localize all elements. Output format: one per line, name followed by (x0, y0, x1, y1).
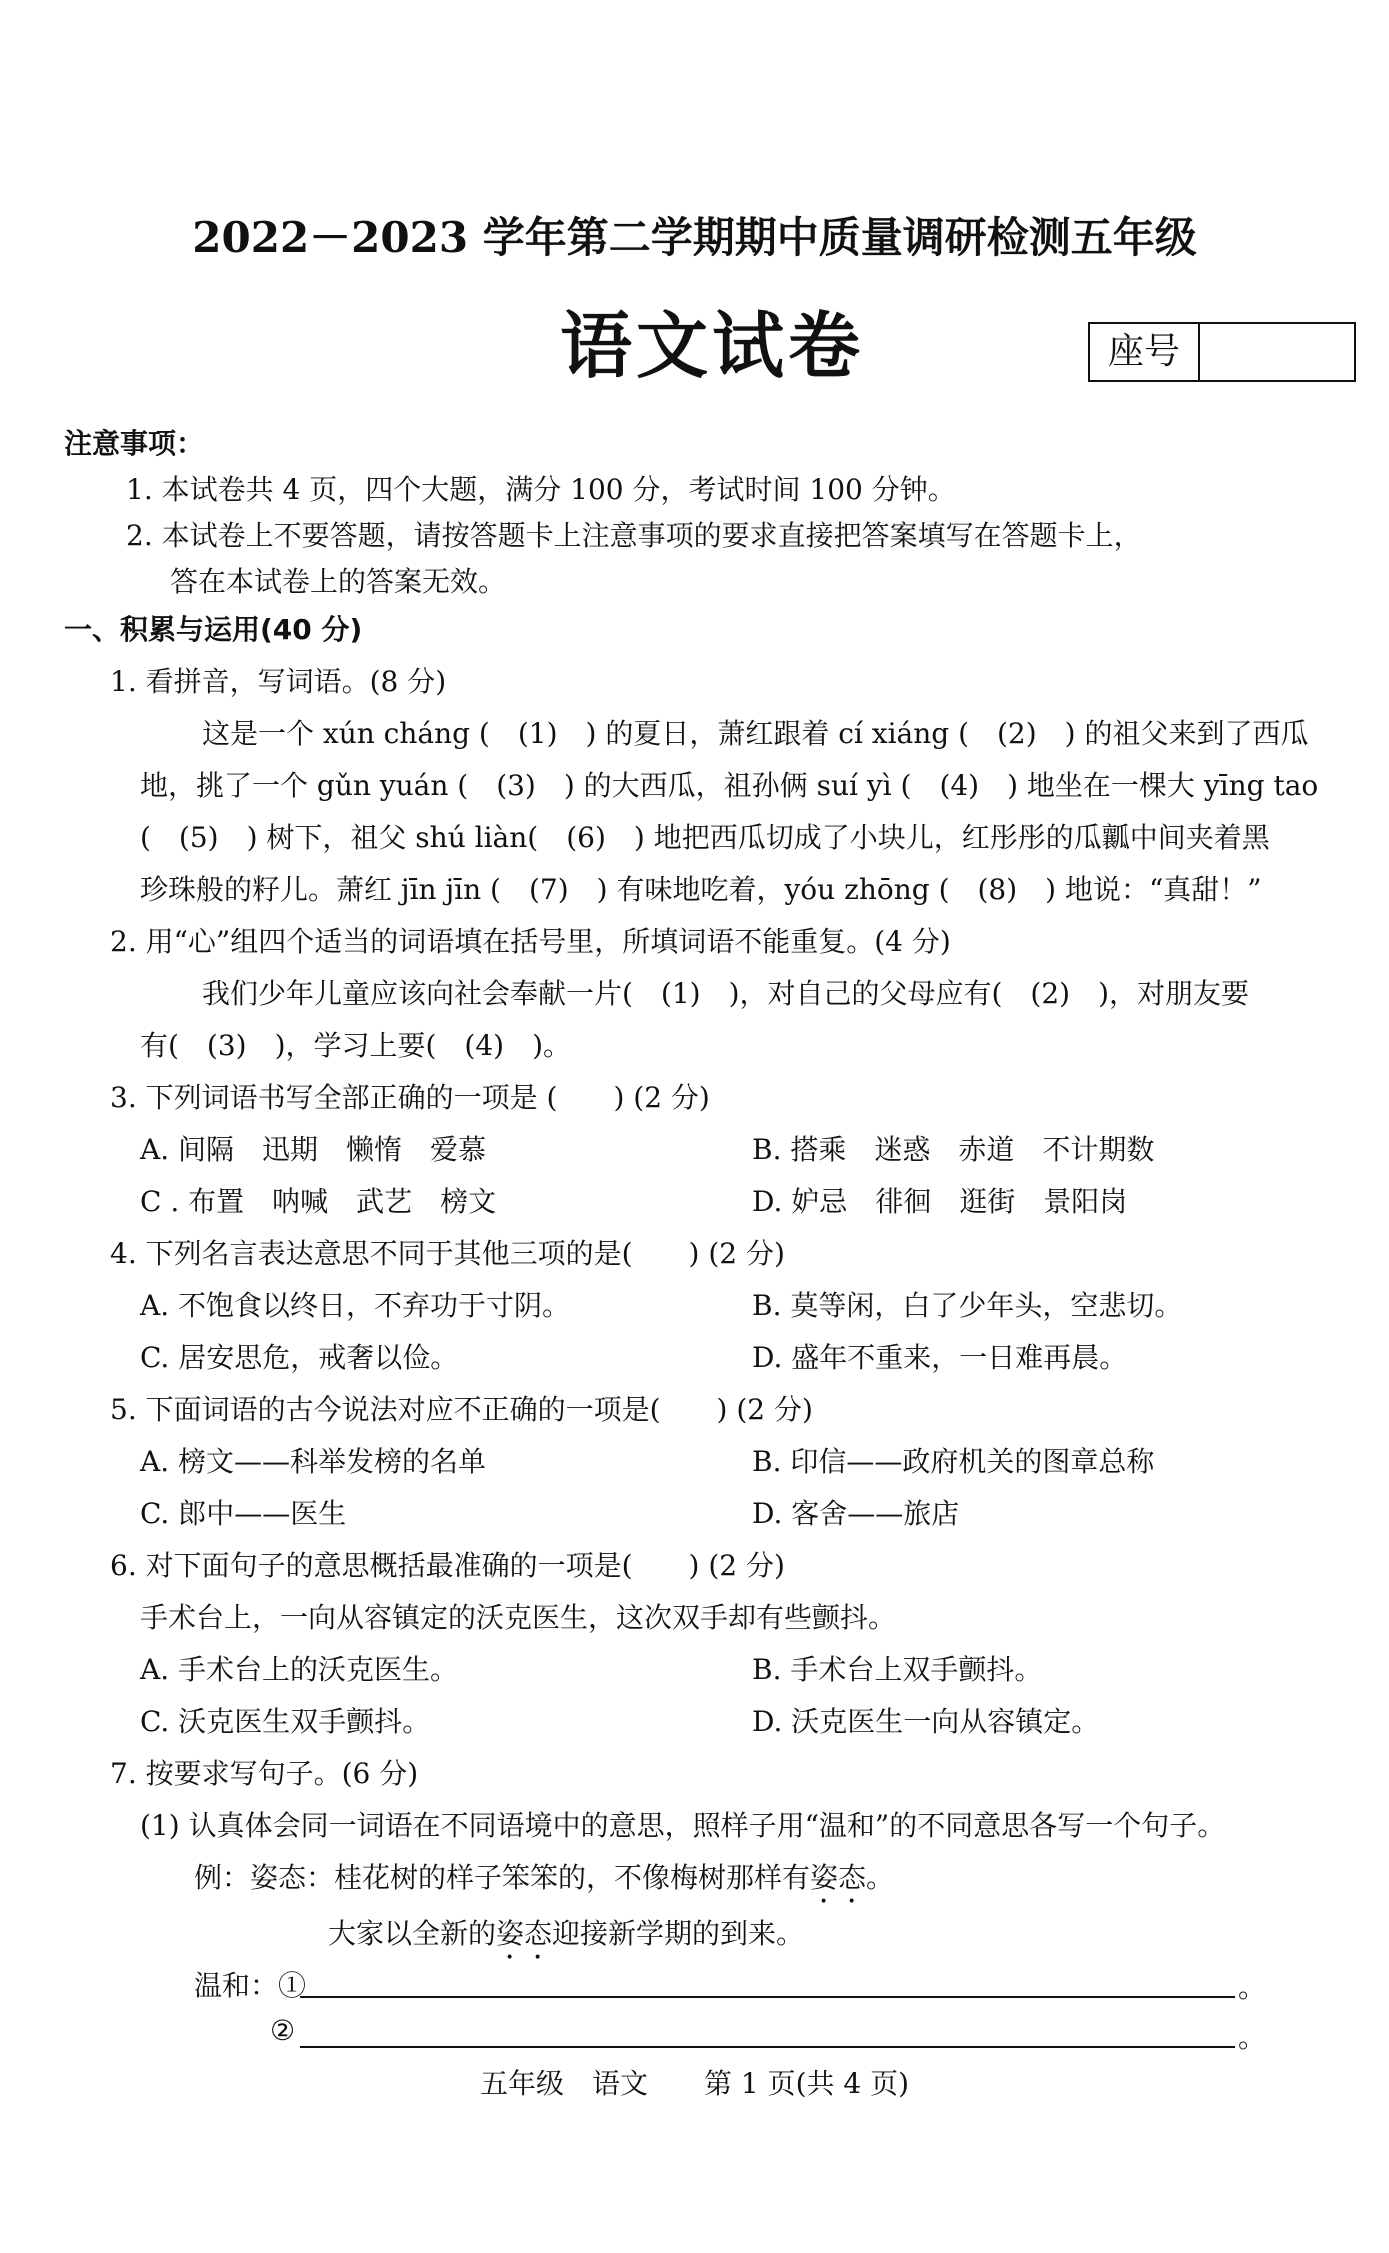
q7-example-1-word: 姿态 (810, 1861, 867, 1894)
q5-option-d: D. 客舍——旅店 (752, 1497, 960, 1530)
q4-option-b: B. 莫等闲，白了少年头，空悲切。 (752, 1289, 1183, 1322)
q4-option-d: D. 盛年不重来，一日难再晨。 (752, 1341, 1128, 1374)
q5-option-c: C. 郎中——医生 (140, 1497, 347, 1530)
q7-example-2-text: 大家以全新的 (328, 1917, 497, 1950)
q3-option-a: A. 间隔 迅期 懒惰 爱慕 (140, 1133, 487, 1166)
section-1-heading: 一、积累与运用(40 分) (64, 613, 363, 646)
q5-option-b: B. 印信——政府机关的图章总称 (752, 1445, 1155, 1478)
q2-line-2: 有( (3) )，学习上要( (4) )。 (140, 1029, 572, 1062)
q7-answer-1-period: 。 (1238, 1971, 1267, 2004)
seat-number-box[interactable] (1088, 322, 1356, 382)
q6-option-d: D. 沃克医生一向从容镇定。 (752, 1705, 1100, 1738)
q3-option-c: C . 布置 呐喊 武艺 榜文 (140, 1185, 497, 1218)
q4-stem: 4. 下列名言表达意思不同于其他三项的是( ) (2 分) (110, 1237, 785, 1270)
exam-title: 2022－2023 学年第二学期期中质量调研检测五年级 (192, 213, 1197, 262)
q6-stem: 6. 对下面句子的意思概括最准确的一项是( ) (2 分) (110, 1549, 785, 1582)
q4-option-c: C. 居安思危，戒奢以俭。 (140, 1341, 459, 1374)
seat-number-label: 座号 (1090, 324, 1200, 380)
q6-sentence: 手术台上，一向从容镇定的沃克医生，这次双手却有些颤抖。 (140, 1601, 897, 1634)
q3-option-d: D. 妒忌 徘徊 逛街 景阳岗 (752, 1185, 1128, 1218)
q7-answer-1-line[interactable] (300, 1996, 1235, 1998)
q1-line-2: 地，挑了一个 gǔn yuán ( (3) ) 的大西瓜，祖孙俩 suí yì ( (4) ) 地坐在一棵大 yīng tao (140, 769, 1319, 802)
exam-subtitle: 语文试卷 (560, 303, 865, 388)
q7-stem: 7. 按要求写句子。(6 分) (110, 1757, 419, 1790)
q2-stem: 2. 用“心”组四个适当的词语填在括号里，所填词语不能重复。(4 分) (110, 925, 951, 958)
q5-option-a: A. 榜文——科举发榜的名单 (140, 1445, 487, 1478)
q7-example-2 (328, 1912, 804, 1966)
notice-item-2b: 答在本试卷上的答案无效。 (170, 565, 507, 598)
q7-sub1: (1) 认真体会同一词语在不同语境中的意思，照样子用“温和”的不同意思各写一个句子。 (140, 1809, 1226, 1842)
notice-item-1: 1. 本试卷共 4 页，四个大题，满分 100 分，考试时间 100 分钟。 (126, 473, 956, 506)
q3-option-b: B. 搭乘 迷惑 赤道 不计期数 (752, 1133, 1155, 1166)
q6-option-c: C. 沃克医生双手颤抖。 (140, 1705, 431, 1738)
q4-option-a: A. 不饱食以终日，不弃功于寸阴。 (140, 1289, 571, 1322)
q7-example-2-end: 迎接新学期的到来。 (552, 1917, 805, 1950)
q1-stem: 1. 看拼音，写词语。(8 分) (110, 665, 447, 698)
q7-answer-1-label: 温和：① (194, 1969, 307, 2002)
q7-answer-2-period: 。 (1238, 2021, 1267, 2054)
q3-stem: 3. 下列词语书写全部正确的一项是 ( ) (2 分) (110, 1081, 710, 1114)
notice-heading: 注意事项： (64, 427, 205, 460)
q7-example-1 (194, 1856, 894, 1910)
q1-line-4: 珍珠般的籽儿。萧红 jīn jīn ( (7) ) 有味地吃着，yóu zhōng ( (8) ) 地说：“真甜！” (140, 873, 1262, 906)
q7-example-1-end: 。 (866, 1861, 895, 1894)
q2-line-1: 我们少年儿童应该向社会奉献一片( (1) )，对自己的父母应有( (2) )，对朋友要 (202, 977, 1250, 1010)
q6-option-b: B. 手术台上双手颤抖。 (752, 1653, 1043, 1686)
q7-answer-2-label: ② (270, 2014, 296, 2047)
notice-item-2a: 2. 本试卷上不要答题，请按答题卡上注意事项的要求直接把答案填写在答题卡上， (126, 519, 1142, 552)
q5-stem: 5. 下面词语的古今说法对应不正确的一项是( ) (2 分) (110, 1393, 813, 1426)
q7-example-2-word: 姿态 (496, 1917, 553, 1950)
q7-answer-2-line[interactable] (300, 2046, 1235, 2048)
q7-example-1-text: 例：姿态：桂花树的样子笨笨的，不像梅树那样有 (194, 1861, 811, 1894)
q1-line-3: ( (5) ) 树下，祖父 shú liàn( (6) ) 地把西瓜切成了小块儿，红彤彤的瓜瓤中间夹着黑 (140, 821, 1270, 854)
q6-option-a: A. 手术台上的沃克医生。 (140, 1653, 459, 1686)
page-footer: 五年级 语文 第 1 页(共 4 页) (479, 2067, 910, 2100)
q1-line-1: 这是一个 xún cháng ( (1) ) 的夏日，萧红跟着 cí xiáng ( (2) ) 的祖父来到了西瓜 (202, 717, 1309, 750)
